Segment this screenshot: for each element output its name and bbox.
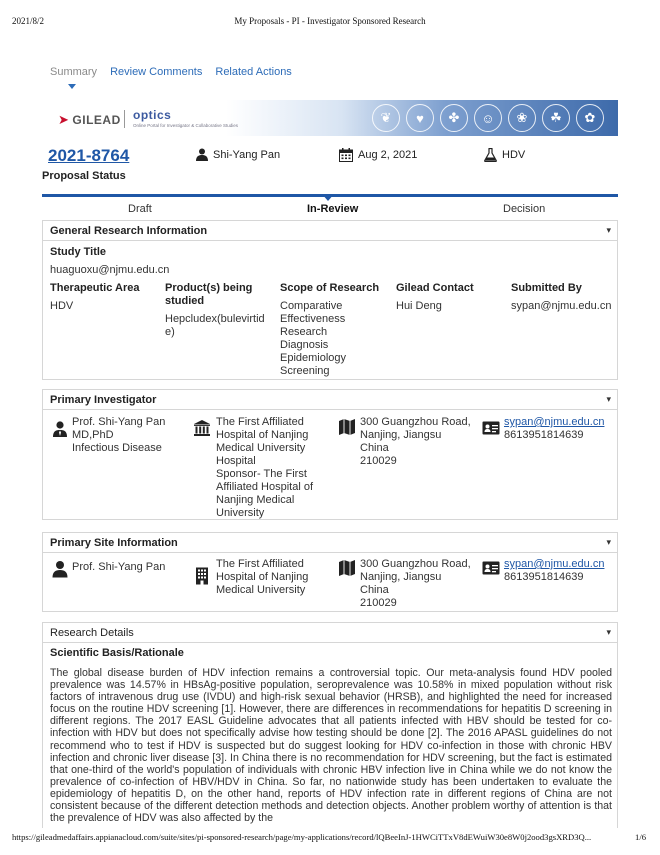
record-tabs xyxy=(50,66,292,90)
print-title: My Proposals - PI - Investigator Sponsored Research xyxy=(234,16,426,26)
gilead-optics-banner xyxy=(42,100,618,136)
chevron-down-icon[interactable]: ▾ xyxy=(606,394,611,404)
study-title-label: Study Title xyxy=(50,246,107,258)
gilead-logo: ➤ GILEAD xyxy=(58,112,121,127)
lungs-icon: ✤ xyxy=(440,104,468,132)
institution-icon xyxy=(193,419,211,437)
pi-institution: The First Affiliated Hospital of Nanjing Medical University Hospital Sponsor- The First Affiliated Hospital of Nanjing Medical University xyxy=(216,416,314,519)
primary-investigator-header[interactable] xyxy=(43,390,617,410)
print-footer xyxy=(0,832,660,852)
print-url: https://gileadmedaffairs.appianacloud.com/suite/sites/pi-sponsored-research/page/my-applications/record/lQBeeInJ-1HWCiTTxV8dEWuiW30e8W0j2ood3gsXRD3Q... xyxy=(12,832,592,842)
optics-tagline: Online Portal for Investigator & Collaborative Studies xyxy=(133,123,239,128)
submission-date: Aug 2, 2021 xyxy=(358,149,418,161)
proposal-therapeutic-area xyxy=(484,148,525,162)
map-icon xyxy=(338,559,356,577)
print-date: 2021/8/2 xyxy=(12,16,45,26)
user-tie-icon xyxy=(51,420,69,438)
step-decision: Decision xyxy=(503,203,546,215)
site-contact xyxy=(504,558,604,584)
gilead-contact-value: Hui Deng xyxy=(396,300,442,312)
pi-contact xyxy=(504,416,604,442)
primary-site-title: Primary Site Information xyxy=(50,537,178,549)
contact-card-icon xyxy=(482,559,500,577)
heart-icon: ♥ xyxy=(406,104,434,132)
scientific-basis-text: The global disease burden of HDV infection remains a controversial topic. Our meta-analysis found HDV pooled prevalence was 14.57% in HBsAg-positive population, seroprevalence was 10.58% in mixed population without risk factors of intravenous drug use (IVDU) and high-risk sexual behavior (HRSB), and highlighted the need for increased focus on the routine HDV screening [1]. However, there are differences in recommendations for hepatitis D screening in different regions. The 2017 EASL Guideline advocates that all patients infected with HBV should be tested for co-infection with HDV but does not specifically advise how testing should be done [2]. The 2016 APASL guidelines do not recommend who to test if HDV is suspected but do suggest looking for HDV co-infection in those with chronic HBV infection and chronic liver disease [3]. In China there is no recommendation for HDV screening, but the fact is estimated that one-third of the world's population of individuals with chronic HBV infection live in China while we do not know the prevalence of co-infection of HBV/HDV in China. So far, no nationwide study has been undertaken to evaluate the epidemiology of hepatitis D, on the other hand, reports of HDV infection rate in different regions of China are not consistent because of the different detection methods and detection objects. Another problem worthy of attention is that the prevalence of HDV was also affected by the xyxy=(50,667,612,825)
scope-label: Scope of Research xyxy=(280,282,380,294)
tab-summary[interactable] xyxy=(50,66,97,90)
scientific-basis-label: Scientific Basis/Rationale xyxy=(50,647,184,659)
therapeutic-area-value: HDV xyxy=(50,300,74,312)
person-icon xyxy=(51,560,69,578)
site-contact-name: Prof. Shi-Yang Pan xyxy=(72,561,166,573)
primary-investigator-title: Primary Investigator xyxy=(50,394,157,406)
person-icon xyxy=(196,148,208,161)
contact-card-icon xyxy=(482,419,500,437)
current-step-marker xyxy=(322,194,334,201)
logo-divider xyxy=(124,110,125,128)
investigator-name: Shi-Yang Pan xyxy=(213,148,281,161)
pi-address: 300 Guangzhou Road, Nanjing, Jiangsu China 210029 xyxy=(360,416,471,467)
tab-active-indicator xyxy=(68,84,76,89)
primary-investigator-card xyxy=(42,389,618,520)
products-label: Product(s) being studied xyxy=(165,282,253,307)
calendar-icon xyxy=(339,148,353,162)
primary-site-header[interactable] xyxy=(43,533,617,553)
proposal-investigator xyxy=(196,148,280,161)
proposal-id-link[interactable]: 2021-8764 xyxy=(48,146,130,165)
print-page-number: 1/6 xyxy=(635,832,646,842)
scope-values: Comparative Effectiveness Research Diagnosis Epidemiology Screening xyxy=(280,300,347,377)
pi-phone: 8613951814639 xyxy=(504,429,584,441)
tab-summary-label: Summary xyxy=(50,66,98,78)
liver-icon: ☘ xyxy=(542,104,570,132)
proposal-status-label: Proposal Status xyxy=(42,170,126,182)
submitted-by-label: Submitted By xyxy=(511,282,582,294)
tab-related-actions[interactable]: Related Actions xyxy=(215,66,292,78)
primary-site-card xyxy=(42,532,618,612)
gilead-contact-label: Gilead Contact xyxy=(396,282,474,294)
general-research-title: General Research Information xyxy=(50,225,208,237)
kidney-icon: ✿ xyxy=(576,104,604,132)
flask-icon xyxy=(484,148,497,162)
pi-name: Prof. Shi-Yang Pan MD,PhD Infectious Disease xyxy=(72,416,166,454)
step-in-review: In-Review xyxy=(307,203,359,215)
general-research-card xyxy=(42,220,618,380)
brain-icon: ❦ xyxy=(372,104,400,132)
status-stepper xyxy=(42,194,618,218)
pi-email-link[interactable]: sypan@njmu.edu.cn xyxy=(504,416,605,428)
map-icon xyxy=(338,418,356,436)
optics-logo: optics Online Portal for Investigator & Collaborative Studies xyxy=(133,108,239,128)
site-address: 300 Guangzhou Road, Nanjing, Jiangsu China 210029 xyxy=(360,558,471,609)
molecule-icon: ❀ xyxy=(508,104,536,132)
proposal-date xyxy=(339,148,417,162)
site-email-link[interactable]: sypan@njmu.edu.cn xyxy=(504,558,605,570)
chevron-down-icon[interactable]: ▾ xyxy=(606,537,611,547)
gilead-logo-icon: ➤ xyxy=(58,112,70,127)
study-title-value: huaguoxu@njmu.edu.cn xyxy=(50,264,170,276)
research-details-title: Research Details xyxy=(50,627,134,639)
step-draft: Draft xyxy=(128,203,152,215)
site-phone: 8613951814639 xyxy=(504,571,584,583)
therapeutic-area: HDV xyxy=(502,149,526,161)
research-details-card xyxy=(42,622,618,828)
site-institution: The First Affiliated Hospital of Nanjing Medical University xyxy=(216,558,309,596)
chevron-down-icon[interactable]: ▾ xyxy=(606,627,611,637)
chevron-down-icon[interactable]: ▾ xyxy=(606,225,611,235)
submitted-by-value: sypan@njmu.edu.cn xyxy=(511,300,612,312)
general-research-header[interactable] xyxy=(43,221,617,241)
therapeutic-area-label: Therapeutic Area xyxy=(50,282,140,294)
doctor-icon: ☺ xyxy=(474,104,502,132)
print-header xyxy=(0,0,660,36)
research-details-header[interactable] xyxy=(43,623,617,643)
products-value: Hepcludex(bulevirtid e) xyxy=(165,313,265,338)
tab-review-comments[interactable]: Review Comments xyxy=(110,66,203,78)
building-icon xyxy=(193,567,211,585)
